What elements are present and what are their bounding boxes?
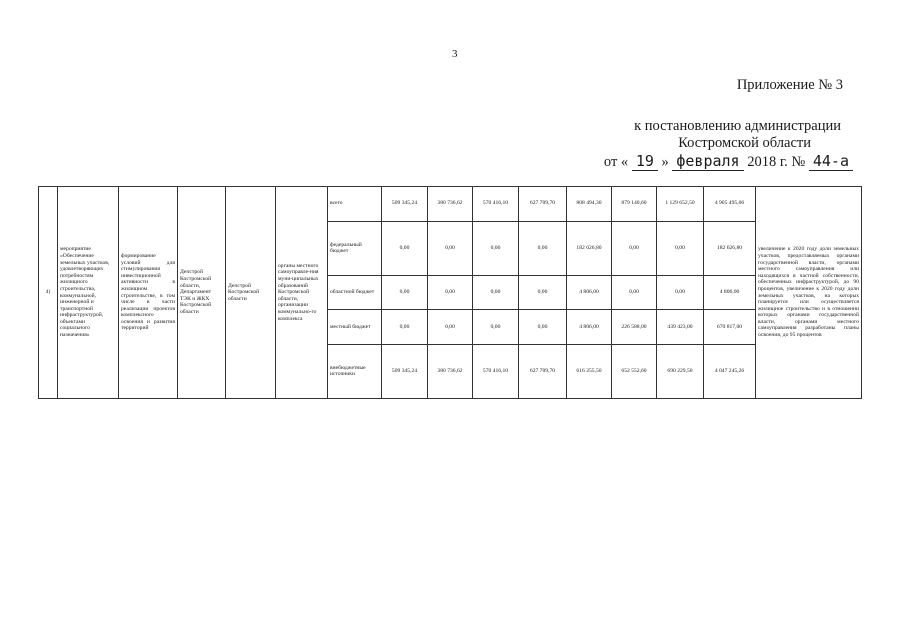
value-cell: 1 129 652,50 xyxy=(657,187,704,222)
value-cell: 0,00 xyxy=(428,221,473,275)
value-cell: 0,00 xyxy=(382,221,428,275)
value-cell: 670 817,00 xyxy=(704,310,756,345)
measure-cell: мероприятие «Обеспечение земельных участков, удовлетворяющих потребностям жилищного строительства, коммунальной, инженерной и транспортной инфраструктурой, объектами социального назначения» xyxy=(58,187,119,399)
value-cell: 570 416,10 xyxy=(473,344,519,398)
value-cell: 570 416,10 xyxy=(473,187,519,222)
source-label: местный бюджет xyxy=(328,310,382,345)
value-cell: 4 806,00 xyxy=(567,310,612,345)
value-cell: 509 345,24 xyxy=(382,187,428,222)
value-cell: 808 494,30 xyxy=(567,187,612,222)
result-cell: увеличение к 2020 году доли земельных участков, предоставляемых органами государственной власти, органами местного самоуправления или находящихся в частной собственности, обеспеченных инфраструктурой, до 90 процентов, увеличение к 2020 году доли земельных участков, на которых планируется или осуществляется жилищное строительство и в отношении которых органами государственной власти, органами местного самоуправления разработаны планы освоения, до 95 процентов xyxy=(756,187,862,399)
row-index: 4) xyxy=(39,187,58,399)
value-cell: 4 806,00 xyxy=(704,275,756,310)
value-cell: 0,00 xyxy=(612,221,657,275)
value-cell: 4 806,00 xyxy=(567,275,612,310)
goal-cell: формирование условий для стимулирования инвестиционной активности в жилищном строительстве, в том числе в части реализации проектов комплексного освоения и развития территорий xyxy=(119,187,178,399)
value-cell: 0,00 xyxy=(382,275,428,310)
value-cell: 4 047 245,26 xyxy=(704,344,756,398)
value-cell: 0,00 xyxy=(428,310,473,345)
value-cell: 380 736,62 xyxy=(428,344,473,398)
value-cell: 439 423,00 xyxy=(657,310,704,345)
date-prefix: от « xyxy=(603,154,629,170)
value-cell: 0,00 xyxy=(382,310,428,345)
value-cell: 4 905 495,06 xyxy=(704,187,756,222)
value-cell: 652 552,60 xyxy=(612,344,657,398)
source-label: федеральный бюджет xyxy=(328,221,382,275)
table-row xyxy=(39,187,862,222)
coordinator-cell: Депстрой Костромской области xyxy=(226,187,276,399)
value-cell: 0,00 xyxy=(428,275,473,310)
value-cell: 0,00 xyxy=(473,221,519,275)
source-label: внебюджетные источники xyxy=(328,344,382,398)
document-number: 44-а xyxy=(809,152,853,171)
date-month: февраля xyxy=(672,152,743,171)
executor-cell: Депстрой Костромской области, Департамент ТЭК и ЖКХ Костромской области xyxy=(178,187,226,399)
value-cell: 0,00 xyxy=(519,221,567,275)
value-cell: 509 345,24 xyxy=(382,344,428,398)
resolution-line: к постановлению администрации xyxy=(634,118,841,134)
participants-cell: органы местного самоуправле-ния муни-ципальных образований Костромской области, организации коммунально-го комплекса xyxy=(276,187,328,399)
value-cell: 0,00 xyxy=(473,275,519,310)
date-day: 19 xyxy=(632,152,658,171)
source-label: областной бюджет xyxy=(328,275,382,310)
value-cell: 0,00 xyxy=(473,310,519,345)
value-cell: 0,00 xyxy=(519,275,567,310)
value-cell: 226 588,00 xyxy=(612,310,657,345)
region-line: Костромской области xyxy=(678,135,811,151)
value-cell: 182 626,80 xyxy=(704,221,756,275)
value-cell: 616 255,50 xyxy=(567,344,612,398)
value-cell: 380 736,62 xyxy=(428,187,473,222)
value-cell: 690 229,50 xyxy=(657,344,704,398)
program-table xyxy=(38,186,862,399)
date-year: 2018 г. № xyxy=(747,154,806,170)
value-cell: 627 709,70 xyxy=(519,187,567,222)
value-cell: 0,00 xyxy=(519,310,567,345)
value-cell: 879 140,60 xyxy=(612,187,657,222)
appendix-title: Приложение № 3 xyxy=(736,77,843,93)
source-label: всего xyxy=(328,187,382,222)
date-line xyxy=(604,152,853,171)
page-number: 3 xyxy=(452,48,458,60)
value-cell: 0,00 xyxy=(657,275,704,310)
date-mid: » xyxy=(661,154,669,170)
value-cell: 0,00 xyxy=(657,221,704,275)
value-cell: 0,00 xyxy=(612,275,657,310)
value-cell: 182 626,80 xyxy=(567,221,612,275)
value-cell: 627 709,70 xyxy=(519,344,567,398)
